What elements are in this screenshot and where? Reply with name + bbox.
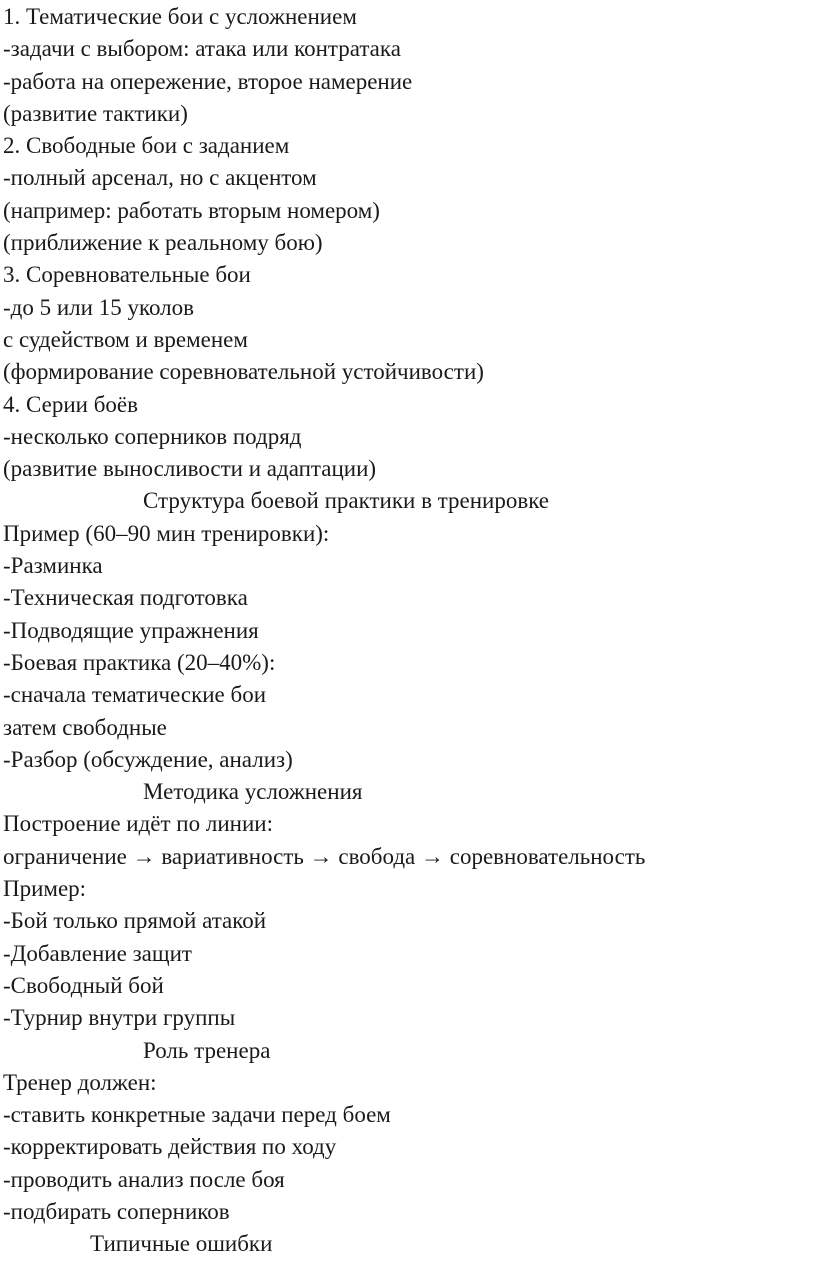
- text-line: -Разминка: [3, 553, 103, 579]
- text-line: 3. Соревновательные бои: [3, 262, 251, 288]
- section-heading: Методика усложнения: [143, 779, 363, 805]
- text-line: 2. Свободные бои с заданием: [3, 133, 290, 159]
- text-line: Пример:: [3, 876, 87, 902]
- text-line: (например: работать вторым номером): [3, 197, 380, 223]
- text-line: -Добавление защит: [3, 940, 192, 966]
- text-line: -несколько соперников подряд: [3, 423, 302, 449]
- text-line: -Разбор (обсуждение, анализ): [3, 746, 293, 772]
- text-line: Пример (60–90 мин тренировки):: [3, 520, 330, 546]
- section-heading: Структура боевой практики в тренировке: [143, 488, 550, 514]
- text-line: -до 5 или 15 уколов: [3, 294, 194, 320]
- text-line: -подбирать соперников: [3, 1198, 230, 1224]
- text-line: 1. Тематические бои с усложнением: [3, 4, 357, 29]
- text-line: -Боевая практика (20–40%):: [3, 649, 276, 675]
- text-line: -ставить конкретные задачи перед боем: [3, 1102, 391, 1128]
- text-line: -Бой только прямой атакой: [3, 908, 267, 934]
- text-line: -Турнир внутри группы: [3, 1005, 236, 1031]
- text-line: -проводить анализ после боя: [3, 1166, 285, 1192]
- section-heading: Типичные ошибки: [90, 1231, 273, 1257]
- text-line: -задачи с выбором: атака или контратака: [3, 36, 401, 62]
- text-line: Построение идёт по линии:: [3, 811, 273, 837]
- text-line: (развитие тактики): [3, 100, 188, 126]
- text-line: -полный арсенал, но с акцентом: [3, 165, 317, 191]
- text-line: -Техническая подготовка: [3, 585, 248, 611]
- text-line: 4. Серии боёв: [3, 391, 138, 417]
- text-line: -сначала тематические бои: [3, 682, 267, 708]
- text-line: (развитие выносливости и адаптации): [3, 456, 377, 482]
- text-line: -работа на опережение, второе намерение: [3, 68, 413, 94]
- text-line: с судейством и временем: [3, 326, 248, 352]
- text-line: ограничение → вариативность → свобода → соревновательность: [3, 843, 646, 869]
- text-line: -корректировать действия по ходу: [3, 1134, 337, 1160]
- text-line: затем свободные: [3, 714, 167, 740]
- section-heading: Роль тренера: [143, 1037, 271, 1063]
- text-line: -Подводящие упражнения: [3, 617, 259, 643]
- text-line: (приближение к реальному бою): [3, 230, 323, 256]
- text-line: -Свободный бой: [3, 972, 164, 998]
- text-line: (формирование соревновательной устойчивости): [3, 359, 484, 385]
- text-line: Тренер должен:: [3, 1069, 157, 1095]
